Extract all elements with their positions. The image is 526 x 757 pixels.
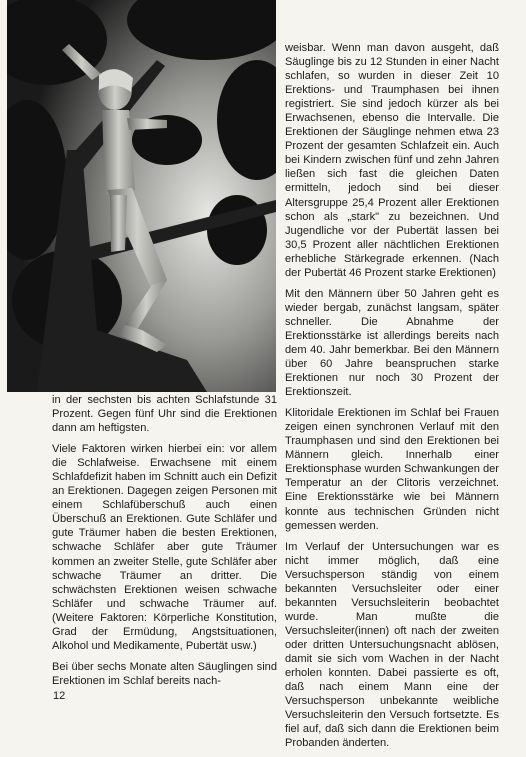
- page-number: 12: [53, 690, 66, 702]
- right-paragraph-2: Mit den Männern über 50 Jahren geht es wieder bergab, zunächst langsam, später schneller. Die Abnahme der Erektionsstärke ist allerdings bereits nach dem 40. Jahr bemerkbar. Bei den Männern über 60 Jahre beanspruchen starke Erektionen nur noch 30 Prozent der Erektionszeit.: [285, 287, 499, 399]
- photo-child-in-tree: [7, 0, 276, 392]
- left-paragraph-3: Bei über sechs Monate alten Säuglingen sind Erektionen im Schlaf bereits nach-: [52, 660, 277, 687]
- left-paragraph-2: Viele Faktoren wirken hierbei ein: vor allem die Schlafweise. Erwachsene mit einem Schlafdefizit haben im Schnitt auch ein Defizit an Erektionen. Dagegen zeigen Personen mit einem Schlafüberschuß auch einen Überschuß an Erektionen. Gute Schläfer und gute Träumer haben die besten Erektionen, schwache Schläfer aber gute Träumer kommen an zweiter Stelle, gute Schläfer aber schwache Träumer an dritter. Die schwächsten Erektionen weisen schwache Schläfer und schwache Träumer auf. (Weitere Faktoren: Körperliche Konstitution, Grad der Ermüdung, Angstsituationen, Alkohol und Medikamente, Pubertät usw.): [52, 443, 277, 652]
- right-paragraph-3: Klitoridale Erektionen im Schlaf bei Frauen zeigen einen synchronen Verlauf mit den Traumphasen und sind den Erektionen bei Männern gleich. Innerhalb einer Erektionsphase wurden Schwankungen der Temperatur an der Clitoris verzeichnet. Eine Erektionsstärke wie bei Männern konnte aus technischen Gründen nicht gemessen werden.: [285, 407, 499, 532]
- right-paragraph-4: Im Verlauf der Untersuchungen war es nicht immer möglich, daß eine Versuchsperson ständig von einem bekannten Versuchsleiter oder einer bekannten Versuchsleiterin beobachtet wurde. Man mußte die Versuchsleiter(innen) oft nach der zweiten oder dritten Untersuchungsnacht ablösen, damit sie sich vom Wachen in der Nacht erholen konnten. Dabei passierte es oft, daß nach einem Mann eine der Versuchsperson unbekannte weibliche Versuchsleiterin den Versuch fortsetzte. Es fiel auf, daß sich dann die Erektionen beim Probanden änderten.: [285, 540, 499, 750]
- right-text-column: [285, 41, 499, 757]
- left-text-column: [52, 393, 277, 695]
- left-paragraph-1: in der sechsten bis achten Schlafstunde 31 Prozent. Gegen fünf Uhr sind die Erektionen dann am heftigsten.: [52, 394, 277, 435]
- right-paragraph-1: weisbar. Wenn man davon ausgeht, daß Säuglinge bis zu 12 Stunden in einer Nacht schlafen, so wurden in dieser Zeit 10 Erektions- und Traumphasen bei ihnen registriert. Sie sind jedoch kürzer als bei Erwachsenen, ebenso die Intervalle. Die Erektionen der Säuglinge nehmen etwa 23 Prozent der gesamten Schlafzeit ein. Auch bei Kindern zwischen fünf und zehn Jahren ließen sich fast die gleichen Daten ermitteln, jedoch sind bei dieser Altersgruppe 25,4 Prozent aller Erektionen schon als „stark" zu bezeichnen. Und Jugendliche vor der Pubertät lassen bei 30,5 Prozent aller nächtlichen Erektionen erhebliche Stärkegrade erkennen. (Nach der Pubertät 46 Prozent starke Erektionen): [285, 42, 499, 279]
- photo-image: [7, 0, 276, 392]
